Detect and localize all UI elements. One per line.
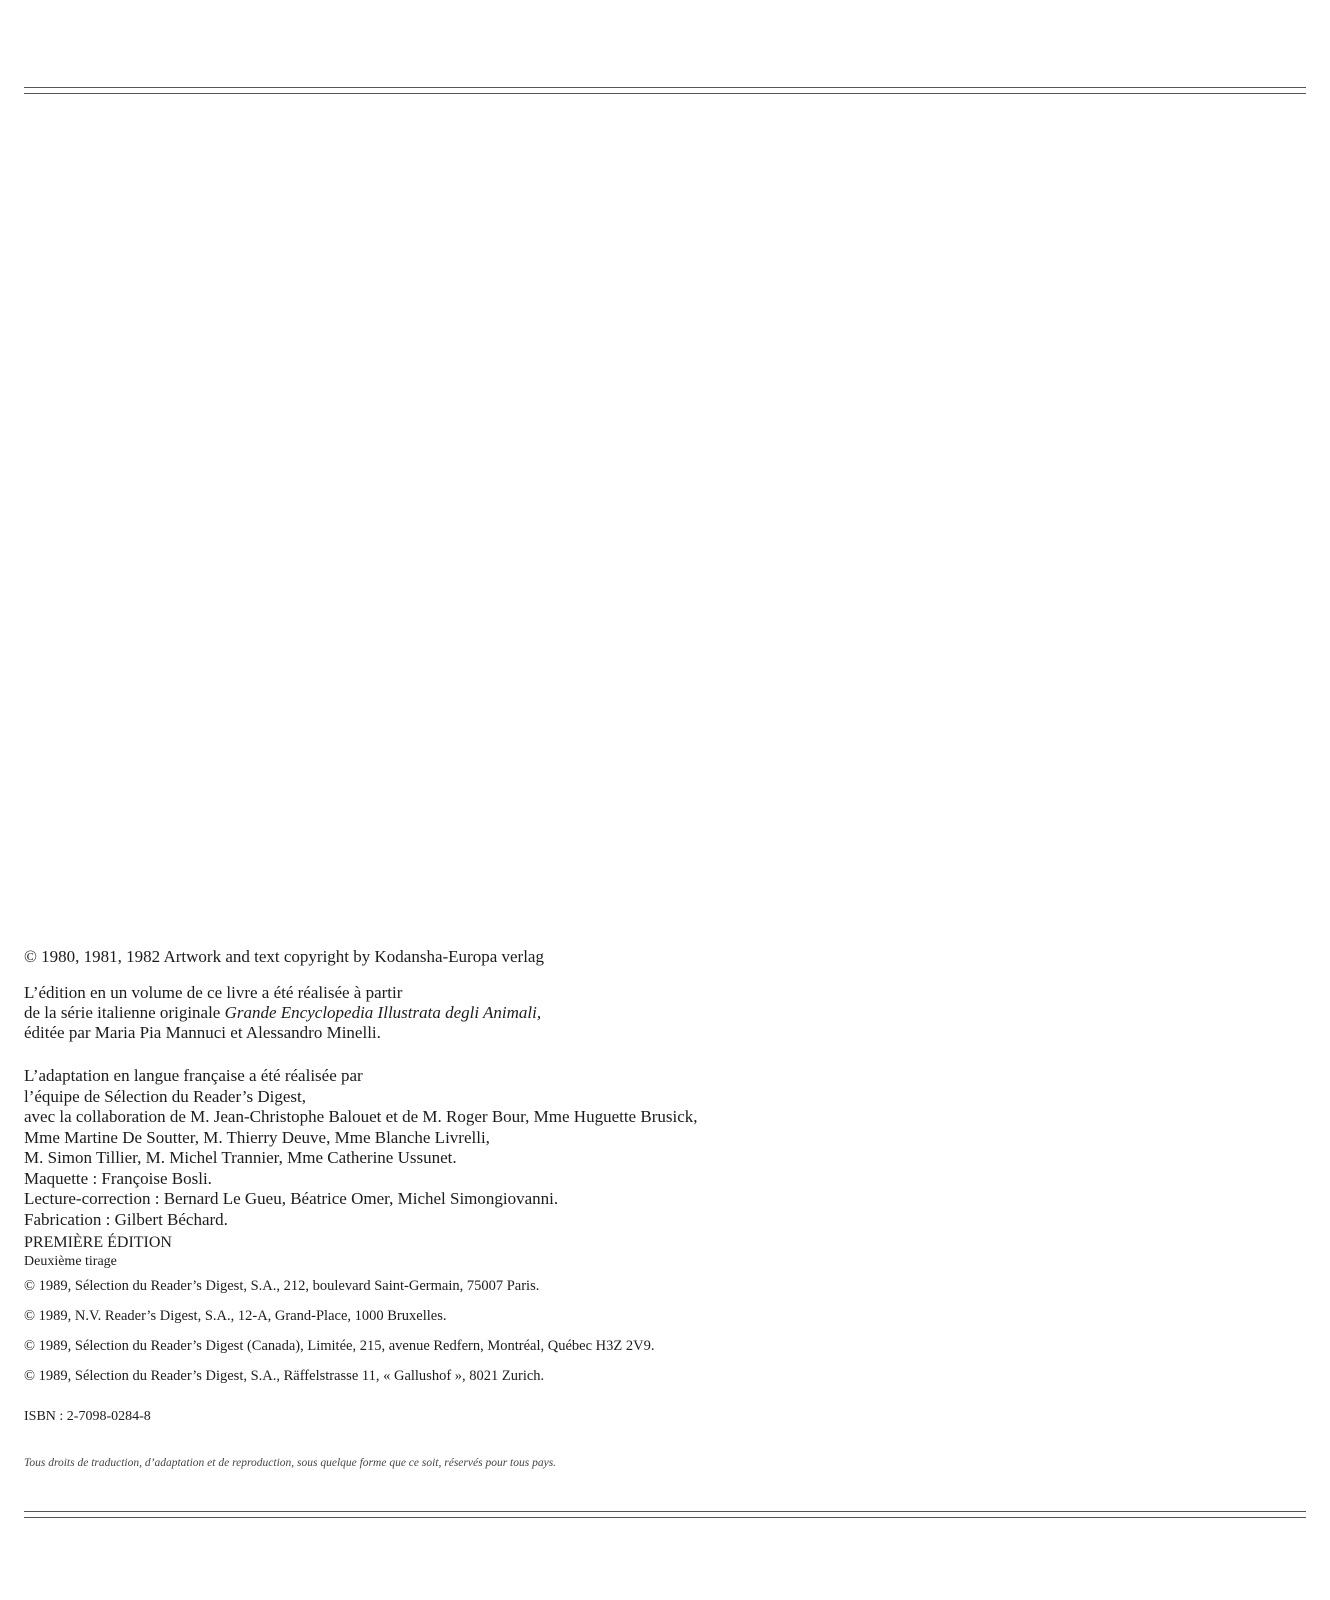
isbn-text: ISBN : 2-7098-0284-8 [24,1409,151,1424]
printing-label [24,1253,1024,1271]
copyright-statement [24,946,1024,968]
adaptation-line: M. Simon Tillier, M. Michel Trannier, Mme Catherine Ussunet. [24,1148,457,1167]
intro-line-2-prefix: de la série italienne originale [24,1003,225,1022]
copyright-canada: © 1989, Sélection du Reader’s Digest (Canada), Limitée, 215, avenue Redfern, Montréal, Québec H3Z 2V9. [24,1338,655,1354]
bottom-double-rule [24,1511,1306,1518]
copyright-main-line: © 1980, 1981, 1982 Artwork and text copyright by Kodansha-Europa verlag [24,947,544,966]
copyright-paris: © 1989, Sélection du Reader’s Digest, S.A., 212, boulevard Saint-Germain, 75007 Paris. [24,1278,540,1294]
edition-heading: PREMIÈRE ÉDITION [24,1234,172,1251]
copyright-bruxelles: © 1989, N.V. Reader’s Digest, S.A., 12-A, Grand-Place, 1000 Bruxelles. [24,1308,447,1324]
adaptation-line: L’adaptation en langue française a été réalisée par [24,1066,363,1085]
edition-label [24,1233,1024,1253]
edition-intro [24,983,1024,1043]
intro-line-2 [24,1003,1024,1023]
rights-text: Tous droits de traduction, d’adaptation et de reproduction, sous quelque forme que ce soit, réservés pour tous pays. [24,1457,557,1469]
isbn [24,1409,1024,1425]
adaptation-line: avec la collaboration de M. Jean-Christophe Balouet et de M. Roger Bour, Mme Huguette Brusick, [24,1107,698,1126]
original-series-title: Grande Encyclopedia Illustrata degli Animali, [224,1003,542,1022]
layout-credit: Maquette : Françoise Bosli. [24,1168,212,1188]
rights-notice [24,1457,1024,1469]
copyright-zurich: © 1989, Sélection du Reader’s Digest, S.A., Räffelstrasse 11, « Gallushof », 8021 Zurich. [24,1368,545,1384]
intro-line-3: éditée par Maria Pia Mannuci et Alessandro Minelli. [24,1023,381,1042]
intro-line-1: L’édition en un volume de ce livre a été réalisée à partir [24,983,403,1002]
adaptation-line: Mme Martine De Soutter, M. Thierry Deuve, Mme Blanche Livrelli, [24,1127,490,1147]
adaptation-line: l’équipe de Sélection du Reader’s Digest, [24,1086,306,1106]
top-double-rule [24,87,1306,94]
printing-text: Deuxième tirage [24,1254,117,1269]
adaptation-credits [24,1066,1024,1230]
regional-copyrights [24,1278,1024,1398]
proofreading-credit: Lecture-correction : Bernard Le Gueu, Béatrice Omer, Michel Simongiovanni. [24,1189,559,1208]
production-credit: Fabrication : Gilbert Béchard. [24,1209,228,1229]
